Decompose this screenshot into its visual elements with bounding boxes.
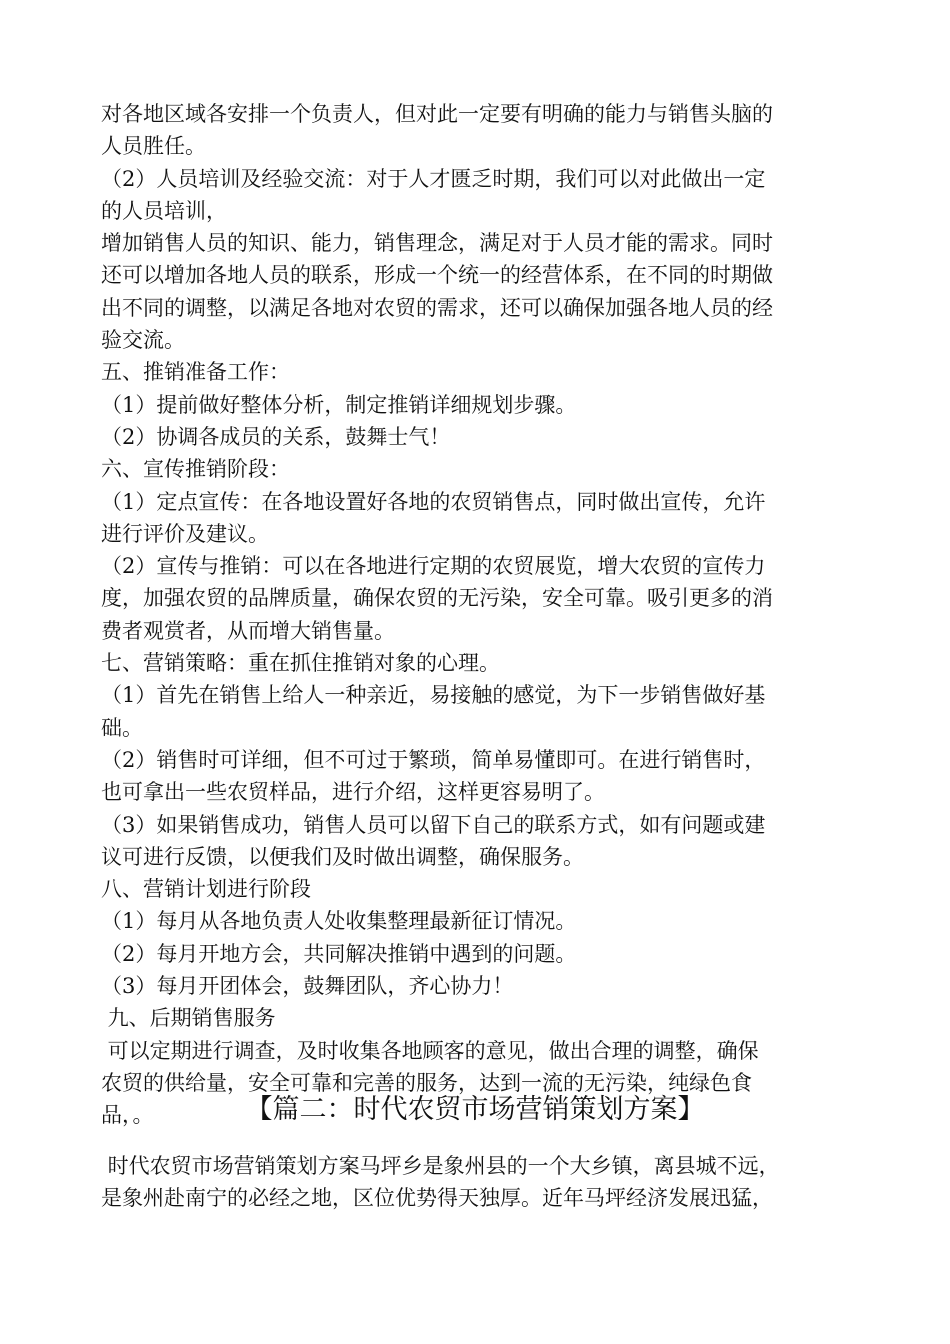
text-line: 时代农贸市场营销策划方案马坪乡是象州县的一个大乡镇，离县城不远， (101, 1154, 780, 1178)
text-line: （1）首先在销售上给人一种亲近，易接触的感觉，为下一步销售做好基 (101, 683, 766, 708)
text-line: （2）每月开地方会，共同解决推销中遇到的问题。 (101, 941, 577, 966)
heading-eight: 八、营销计划进行阶段 (101, 877, 311, 902)
text-line: 进行评价及建议。 (101, 521, 269, 546)
text-line: 也可拿出一些农贸样品，进行介绍，这样更容易明了。 (101, 780, 605, 805)
text-line: 础。 (101, 715, 143, 740)
section-title: 【篇二：时代农贸市场营销策划方案】 (245, 1094, 705, 1125)
text-line: 验交流。 (101, 328, 185, 353)
text-line: （2）宣传与推销：可以在各地进行定期的农贸展览，增大农贸的宣传力 (101, 554, 766, 579)
text-line: 议可进行反馈，以便我们及时做出调整，确保服务。 (101, 844, 584, 869)
text-line: 品，。 (101, 1103, 154, 1128)
text-line: 的人员培训， (101, 198, 227, 223)
text-line: 增加销售人员的知识、能力，销售理念，满足对于人员才能的需求。同时 (101, 231, 773, 256)
section-body (101, 1150, 861, 1215)
text-line: 出不同的调整，以满足各地对农贸的需求，还可以确保加强各地人员的经 (101, 295, 773, 320)
text-line: （3）如果销售成功，销售人员可以留下自己的联系方式，如有问题或建 (101, 812, 766, 837)
heading-seven: 七、营销策略：重在抓住推销对象的心理。 (101, 651, 500, 676)
heading-five: 五、推销准备工作： (101, 360, 290, 385)
text-line: （3）每月开团体会，鼓舞团队，齐心协力！ (101, 974, 514, 999)
text-line: 是象州赴南宁的必经之地，区位优势得天独厚。近年马坪经济发展迅猛， (101, 1186, 773, 1211)
text-line: （2）人员培训及经验交流：对于人才匮乏时期，我们可以对此做出一定 (101, 166, 766, 191)
text-line: （2）销售时可详细，但不可过于繁琐，简单易懂即可。在进行销售时， (101, 747, 766, 772)
text-line: 度，加强农贸的品牌质量，确保农贸的无污染，安全可靠。吸引更多的消 (101, 586, 773, 611)
text-line: 对各地区域各安排一个负责人，但对此一定要有明确的能力与销售头脑的 (101, 102, 773, 126)
heading-six: 六、宣传推销阶段： (101, 457, 290, 482)
text-line: 费者观赏者，从而增大销售量。 (101, 618, 395, 643)
text-line: （1）每月从各地负责人处收集整理最新征订情况。 (101, 909, 577, 934)
text-line: 农贸的供给量，安全可靠和完善的服务，达到一流的无污染，纯绿色食 (101, 1070, 752, 1095)
text-line: 人员胜任。 (101, 134, 206, 159)
text-line: （1）提前做好整体分析，制定推销详细规划步骤。 (101, 392, 577, 417)
heading-nine: 九、后期销售服务 (101, 1006, 276, 1031)
text-line: 可以定期进行调查，及时收集各地顾客的意见，做出合理的调整，确保 (101, 1038, 759, 1063)
text-line: （2）协调各成员的关系，鼓舞士气！ (101, 424, 451, 449)
text-line: 还可以增加各地人员的联系，形成一个统一的经营体系，在不同的时期做 (101, 263, 773, 288)
document-body (101, 98, 861, 1132)
text-line: （1）定点宣传：在各地设置好各地的农贸销售点，同时做出宣传，允许 (101, 489, 766, 514)
